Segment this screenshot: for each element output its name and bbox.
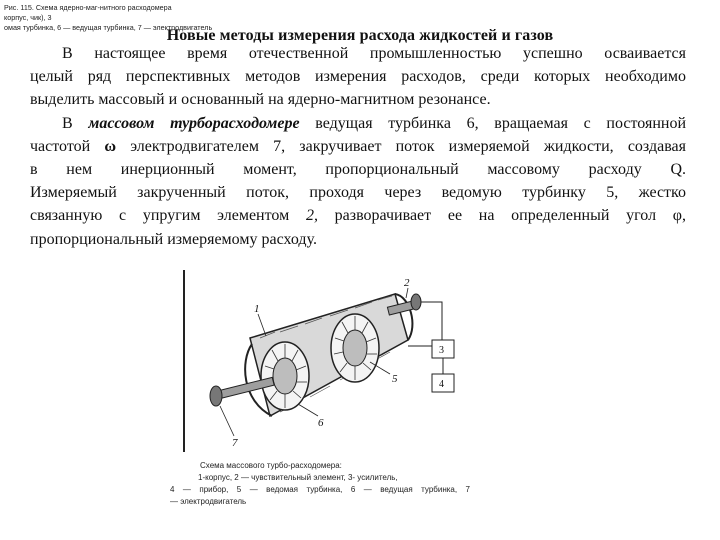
- label-1: 1: [254, 303, 260, 315]
- paragraph-1-line-3: выделить массовый и основанный на ядерно-магнитном резонансе.: [30, 91, 491, 109]
- driving-turbine-hub: [273, 358, 297, 394]
- label-5: 5: [392, 373, 398, 385]
- page-title: Новые методы измерения расхода жидкостей и газов: [166, 27, 554, 44]
- paragraph-2-line-3: в нем инерционный момент, пропорциональный массовому расходу Q.: [30, 160, 686, 178]
- text-span: ведущая турбинка 6, вращаемая с постоянной: [299, 114, 687, 132]
- label-6: 6: [318, 417, 324, 429]
- overlay-caption-line-2: корпус, чик), 3: [4, 13, 52, 22]
- overlay-caption-line-1: Рис. 115. Схема ядерно-маг-нитного расходомера: [4, 3, 172, 12]
- text-span: электродвигателем 7, закручивает поток измеряемой жидкости, создавая: [116, 137, 686, 155]
- text-span: связанную с упругим элементом: [30, 207, 306, 225]
- paragraph-2-line-6: пропорциональный измеряемому расходу.: [30, 230, 317, 248]
- overlay-caption-line-3: омая турбинка, 6 — ведущая турбинка, 7 — электродвигатель: [4, 23, 213, 32]
- figure-caption-line-3: 4 — прибор, 5 — ведомая турбинка, 6 — ведущая турбинка, 7: [170, 485, 470, 494]
- paragraph-1-line-2: целый ряд перспективных методов измерения расходов, среди которых необходимо: [30, 68, 686, 86]
- label-7: 7: [232, 437, 238, 449]
- emphasis-term: массовом турборасходомере: [88, 114, 300, 132]
- figure-caption: [170, 460, 470, 508]
- label-3: 3: [439, 345, 444, 356]
- label-2: 2: [404, 277, 410, 289]
- paragraph-1-line-1: В настоящее время отечественной промышленностью успешно осваивается: [62, 45, 686, 62]
- sensing-element: [411, 294, 421, 310]
- turbo-flowmeter-diagram: [180, 266, 465, 456]
- driven-turbine-hub: [343, 330, 367, 366]
- figure-caption-line-2: 1-корпус, 2 — чувствительный элемент, 3- усилитель,: [198, 473, 398, 482]
- paragraph-2-line-1: [30, 112, 686, 135]
- paragraph-2-line-2: [30, 135, 686, 158]
- emphasis-number: 2,: [305, 207, 318, 225]
- text-span: частотой: [30, 137, 105, 155]
- paragraph-2-line-4: Измеряемый закрученный поток, проходя через ведомую турбинку 5, жестко: [30, 184, 686, 202]
- label-4: 4: [439, 379, 444, 390]
- paragraph-2-line-5: [30, 204, 686, 227]
- text-span: В: [62, 114, 89, 132]
- omega-symbol: ω: [104, 137, 117, 155]
- motor-end: [210, 386, 222, 406]
- signal-wire: [421, 302, 442, 340]
- figure-caption-line-4: — электродвигатель: [170, 497, 247, 506]
- text-span: разворачивает ее на определенный угол φ,: [317, 207, 687, 225]
- figure-caption-line-1: Схема массового турбо-расходомера:: [200, 461, 342, 470]
- body-text: [30, 42, 686, 251]
